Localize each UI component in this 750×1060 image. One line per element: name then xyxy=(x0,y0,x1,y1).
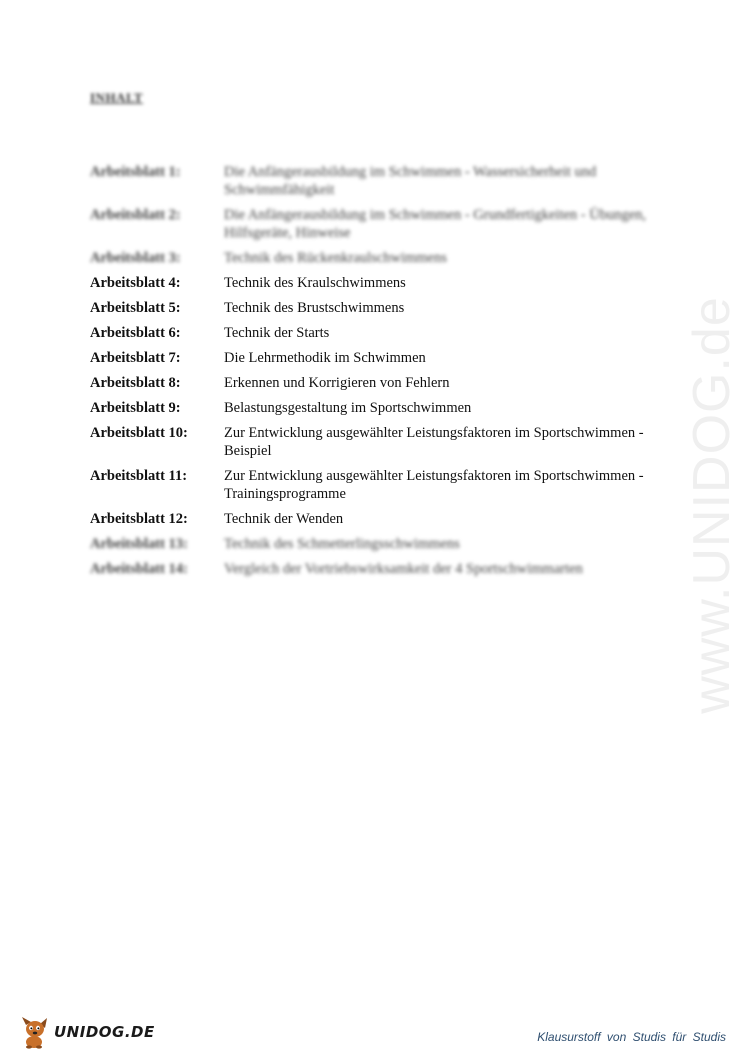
toc-entry xyxy=(90,349,670,367)
toc-entry-number: Arbeitsblatt 13: xyxy=(90,536,188,552)
dog-mascot-icon xyxy=(20,1015,52,1049)
toc-entry-title: Technik des Rückenkraulschwimmens xyxy=(224,250,447,266)
toc-entry-number: Arbeitsblatt 9: xyxy=(90,400,181,416)
watermark: www.UNIDOG.de xyxy=(683,296,741,714)
toc-entry-title: Technik der Wenden xyxy=(224,511,344,527)
footer-tagline: Klausurstoff von Studis für Studis xyxy=(537,1030,726,1044)
toc-entry xyxy=(90,299,670,317)
toc-entry-title: Die Anfängerausbildung im Schwimmen - Grundfertigkeiten - Übungen, Hilfsgeräte, Hinweise xyxy=(224,207,647,241)
toc-entry-number: Arbeitsblatt 12: xyxy=(90,511,188,527)
toc-entry-title: Die Anfängerausbildung im Schwimmen - Wassersicherheit und Schwimmfähigkeit xyxy=(224,164,597,198)
toc-entry-title: Zur Entwicklung ausgewählter Leistungsfaktoren im Sportschwimmen - Beispiel xyxy=(224,425,644,459)
toc-entry xyxy=(90,274,670,292)
toc-entry-title: Erkennen und Korrigieren von Fehlern xyxy=(224,375,450,391)
toc-heading: INHALT xyxy=(90,90,144,105)
logo-text: UNIDOG.DE xyxy=(54,1023,155,1041)
toc-entry xyxy=(90,535,670,553)
toc-entry-number: Arbeitsblatt 3: xyxy=(90,250,181,266)
toc-entry xyxy=(90,163,670,199)
toc-entry-number: Arbeitsblatt 10: xyxy=(90,425,188,441)
toc-entry-number: Arbeitsblatt 14: xyxy=(90,561,188,577)
toc-entry xyxy=(90,424,670,460)
toc-entry xyxy=(90,399,670,417)
toc-entry-number: Arbeitsblatt 5: xyxy=(90,300,181,316)
toc-entry-number: Arbeitsblatt 11: xyxy=(90,468,188,484)
toc-entry xyxy=(90,249,670,267)
toc-entry-title: Technik des Schmetterlingsschwimmens xyxy=(224,536,460,552)
toc-entry-title: Zur Entwicklung ausgewählter Leistungsfaktoren im Sportschwimmen - Trainingsprogramme xyxy=(224,468,644,502)
toc-entry xyxy=(90,206,670,242)
toc-entry-title: Belastungsgestaltung im Sportschwimmen xyxy=(224,400,472,416)
toc-entry-number: Arbeitsblatt 8: xyxy=(90,375,181,391)
toc-entry-number: Arbeitsblatt 4: xyxy=(90,275,181,291)
toc-entry-number: Arbeitsblatt 1: xyxy=(90,164,181,180)
unidog-logo[interactable] xyxy=(20,1015,155,1049)
toc-entry-number: Arbeitsblatt 6: xyxy=(90,325,181,341)
table-of-contents xyxy=(90,163,670,585)
toc-entry xyxy=(90,510,670,528)
toc-entry-title: Vergleich der Vortriebswirksamkeit der 4 Sportschwimmarten xyxy=(224,561,583,577)
toc-entry-title: Die Lehrmethodik im Schwimmen xyxy=(224,350,426,366)
toc-entry xyxy=(90,324,670,342)
toc-entry-title: Technik der Starts xyxy=(224,325,330,341)
toc-entry xyxy=(90,374,670,392)
toc-entry-number: Arbeitsblatt 7: xyxy=(90,350,181,366)
toc-entry xyxy=(90,467,670,503)
toc-entry-number: Arbeitsblatt 2: xyxy=(90,207,181,223)
toc-entry-title: Technik des Brustschwimmens xyxy=(224,300,405,316)
toc-entry xyxy=(90,560,670,578)
toc-entry-title: Technik des Kraulschwimmens xyxy=(224,275,406,291)
